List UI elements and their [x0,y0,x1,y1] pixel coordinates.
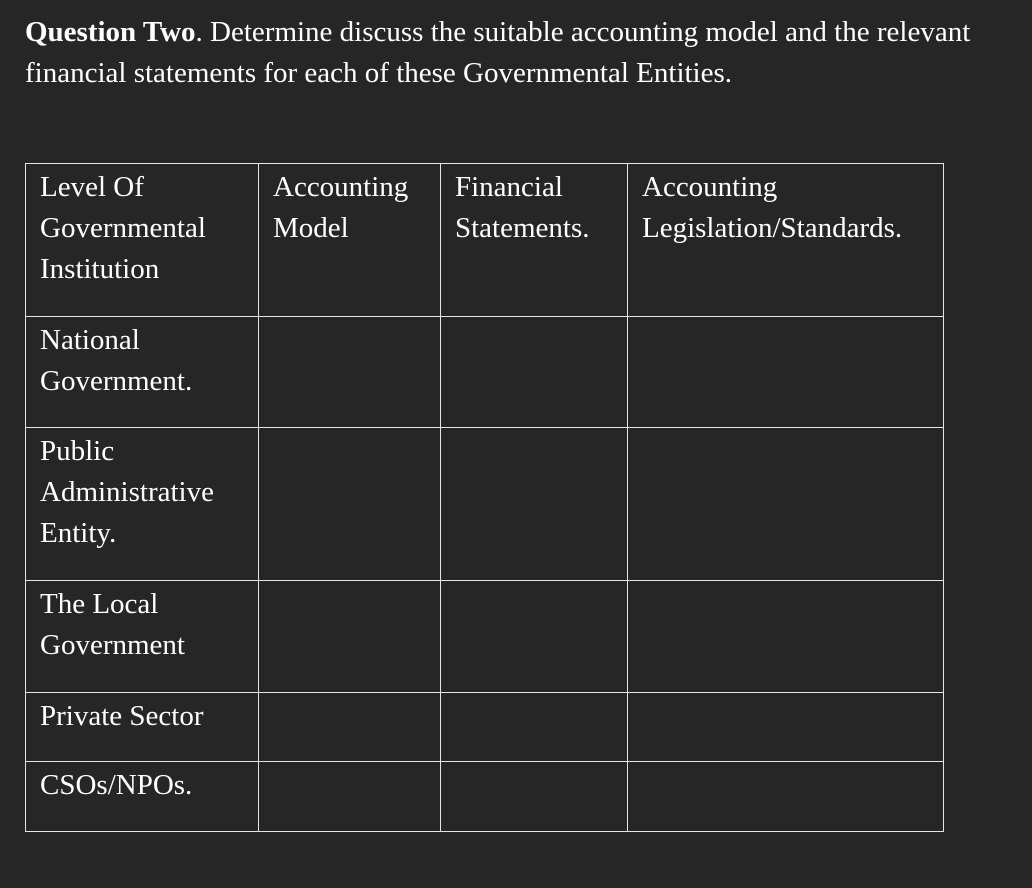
table-row [26,762,944,832]
header-level: Level Of Governmental Institution [26,164,259,317]
legislation-cell [628,581,944,693]
row-level-cell: Public Administrative Entity. [26,428,259,581]
governmental-entities-table [25,163,944,832]
question-label: Question Two [25,16,196,48]
financial-statements-cell [441,693,628,762]
question-body: . Determine discuss the suitable accounting model and the relevant financial statements for each of these Governmental Entities. [25,16,971,89]
legislation-cell [628,428,944,581]
accounting-model-cell [259,693,441,762]
header-accounting-model: Accounting Model [259,164,441,317]
accounting-model-cell [259,317,441,428]
financial-statements-cell [441,581,628,693]
row-level-cell: The Local Government [26,581,259,693]
accounting-model-cell [259,581,441,693]
financial-statements-cell [441,428,628,581]
accounting-model-cell [259,428,441,581]
table-row [26,428,944,581]
accounting-model-cell [259,762,441,832]
financial-statements-cell [441,317,628,428]
table-header-row [26,164,944,317]
legislation-cell [628,762,944,832]
row-level-cell: Private Sector [26,693,259,762]
table-row [26,581,944,693]
legislation-cell [628,693,944,762]
table-row [26,693,944,762]
question-text [25,12,985,94]
legislation-cell [628,317,944,428]
header-financial-statements: Financial Statements. [441,164,628,317]
table-row [26,317,944,428]
financial-statements-cell [441,762,628,832]
row-level-cell: CSOs/NPOs. [26,762,259,832]
header-legislation: Accounting Legislation/Standards. [628,164,944,317]
row-level-cell: National Government. [26,317,259,428]
